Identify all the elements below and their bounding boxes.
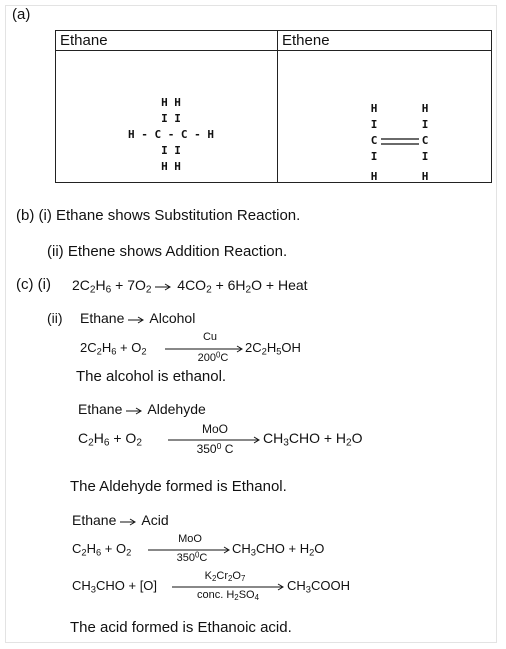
eq4-lhs: $C_2H_6 + O_2$ [72, 541, 132, 558]
note-aldehyde: The Aldehyde formed is Ethanol. [70, 478, 287, 495]
ethene-structure [278, 51, 492, 183]
eq3-rhs: $CH_3CHO + H_2O$ [263, 430, 363, 449]
eq3-lhs: $C_2H_6 + O_2$ [78, 430, 142, 449]
conversion-acid [72, 512, 169, 529]
note-alcohol: The alcohol is ethanol. [76, 368, 227, 385]
ethane-structure [56, 51, 278, 183]
eq3-catalyst: MoO [201, 422, 228, 436]
ethene-double-bond [381, 137, 419, 147]
arrow-icon [128, 311, 146, 327]
part-a-label: (a) [12, 6, 31, 23]
eq4-catalyst: MoO [178, 533, 202, 545]
ethene-bond-bl: I [370, 150, 378, 163]
eq4-rhs: $CH_3CHO + H_2O$ [232, 541, 325, 558]
eq2-lhs: $2C_2H_6 + O_2$ [80, 340, 147, 357]
conv1-from: Ethane [80, 310, 125, 326]
part-b-line2: (ii) Ethene shows Addition Reaction. [47, 243, 288, 260]
eq5-rhs: $CH_3COOH$ [287, 578, 350, 595]
conv3-from: Ethane [72, 512, 117, 528]
ethene-bond-br: I [421, 150, 429, 163]
equation-combustion: $2C_2H_6 + 7O_2$ $4CO_2 + 6H_2O$ + Heat [72, 277, 308, 296]
conversion-aldehyde [78, 401, 206, 418]
eq5-catalyst: $K_2Cr_2O_7$ [204, 570, 246, 583]
note-acid: The acid formed is Ethanoic acid. [70, 619, 292, 636]
conv2-to: Aldehyde [147, 401, 206, 417]
ethene-c-right: C [421, 134, 429, 147]
ethane-header: Ethane [56, 31, 278, 51]
eq5-condition: conc. $H_2SO_4$ [196, 589, 259, 602]
eq3-condition: $350^0$ C [196, 441, 234, 456]
arrow-icon [126, 402, 144, 418]
conv2-from: Ethane [78, 401, 123, 417]
ethane-top-h: H H [161, 96, 181, 109]
structure-table [55, 30, 492, 183]
eq2-catalyst: Cu [202, 331, 218, 343]
conversion-alcohol [80, 310, 195, 327]
arrow-icon [120, 513, 138, 529]
ethene-c-left: C [370, 134, 378, 147]
part-b-line1: (b) (i) Ethane shows Substitution Reaction. [16, 207, 301, 224]
conv3-to: Acid [141, 512, 169, 528]
part-c-label: (c) (i) [16, 276, 51, 293]
ethene-bond-tl: I [370, 118, 378, 131]
ethene-h-bl: H [370, 170, 378, 183]
eq2-rhs: $2C_2H_5OH$ [245, 340, 301, 357]
ethene-h-tl: H [370, 102, 378, 115]
ethane-bottom-h: H H [161, 160, 181, 173]
ethene-h-br: H [421, 170, 429, 183]
conv1-to: Alcohol [149, 310, 196, 326]
part-c-ii-label: (ii) [47, 310, 63, 326]
ethane-top-bonds: I I [161, 112, 181, 125]
ethene-header: Ethene [278, 31, 492, 51]
ethene-h-tr: H [421, 102, 429, 115]
eq2-condition: $200^0C$ [197, 350, 229, 364]
ethane-main-chain: H - C - C - H [127, 128, 215, 141]
eq5-lhs: $CH_3CHO + [O]$ [72, 578, 158, 595]
eq4-condition: $350^0C$ [176, 550, 208, 564]
ethene-bond-tr: I [421, 118, 429, 131]
arrow-icon [155, 278, 173, 294]
ethane-bottom-bonds: I I [161, 144, 181, 157]
